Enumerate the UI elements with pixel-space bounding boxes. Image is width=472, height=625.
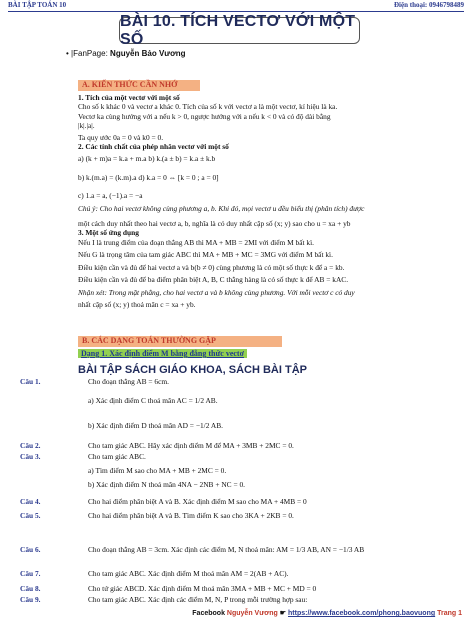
question-text: Cho hai điểm phân biệt A và B. Xác định điểm M sao cho MA + 4MB = 0: [88, 497, 307, 506]
question-3-a: a) Tìm điểm M sao cho MA + MB + 2MC = 0.: [88, 466, 227, 475]
theory-remark: Nhận xét: Trong mặt phẳng, cho hai vectơ a và b không cùng phương. Với mỗi vectơ c có duy: [78, 287, 355, 297]
question-text: Cho tam giác ABC.: [88, 452, 146, 461]
question-label: Câu 6.: [20, 545, 41, 554]
theory-line: Nếu G là trọng tâm của tam giác ABC thì MA + MB + MC = 3MG với điểm M bất kì.: [78, 250, 333, 260]
question-3-b: b) Xác định điểm N thoả mãn 4NA − 2NB + NC = 0.: [88, 480, 246, 489]
question-text: Cho đoạn thẳng AB = 6cm.: [88, 377, 169, 386]
page-header: [8, 1, 464, 12]
footer-prefix: Facebook: [192, 610, 225, 617]
question-1-a: a) Xác định điểm C thoả mãn AC = 1/2 AB.: [88, 396, 218, 405]
page-title: BÀI 10. TÍCH VECTƠ VỚI MỘT SỐ: [119, 17, 360, 44]
theory-line: nhất cặp số (x; y) thoả mãn c = xa + yb.: [78, 299, 196, 309]
footer-link[interactable]: https://www.facebook.com/phong.baovuong: [288, 610, 436, 617]
question-label: Câu 9.: [20, 595, 41, 604]
theory-heading-1: 1. Tích của một vectơ với một số: [78, 93, 180, 102]
theory-line: một cách duy nhất theo hai vectơ a, b, nghĩa là có duy nhất cặp số (x; y) sao cho u = xa + yb: [78, 219, 351, 229]
question-text: Cho tam giác ABC. Xác định các điểm M, N, P trong mỗi trường hợp sau:: [88, 595, 308, 604]
fanpage-name: Nguyễn Bảo Vương: [110, 49, 186, 58]
theory-line: Vectơ ka cùng hướng với a nếu k > 0, ngược hướng với a nếu k < 0 và có độ dài bằng: [78, 111, 331, 121]
theory-line: Nếu I là trung điểm của đoạn thẳng AB thì MA + MB = 2MI với điểm M bất kì.: [78, 237, 314, 247]
exercises-title: BÀI TẬP SÁCH GIÁO KHOA, SÁCH BÀI TẬP: [78, 364, 307, 376]
theory-line: Cho số k khác 0 và vectơ a khác 0. Tích của số k với vectơ a là một vectơ, kí hiệu là ka.: [78, 102, 338, 112]
footer-author: Nguyễn Vương: [226, 610, 278, 617]
question-label: Câu 5.: [20, 511, 41, 520]
theory-block: [78, 93, 462, 309]
theory-line: b) k.(m.a) = (k.m).a d) k.a = 0 ⇔ [k = 0 ; a = 0]: [78, 172, 219, 182]
question-label: Câu 2.: [20, 441, 41, 450]
fanpage-line: • |FanPage: Nguyễn Bảo Vương: [66, 49, 186, 58]
question-label: Câu 8.: [20, 584, 41, 593]
theory-heading-2: 2. Các tính chất của phép nhân vectơ với một số: [78, 142, 229, 152]
theory-line: Điều kiện cần và đủ để hai vectơ a và b(b ≠ 0) cùng phương là có một số thực k để a = kb.: [78, 262, 345, 272]
question-text: Cho tứ giác ABCD. Xác định điểm M thoả mãn 3MA + MB + MC + MD = 0: [88, 584, 317, 593]
type-1-heading: Dạng 1. Xác định điểm M bằng đẳng thức vectơ: [78, 349, 247, 358]
fanpage-label: |FanPage:: [71, 49, 108, 58]
question-text: Cho đoạn thẳng AB = 3cm. Xác định các điểm M, N thoả mãn: AM = 1/3 AB, AN = −1/3 AB: [88, 545, 365, 554]
header-left: BÀI TẬP TOÁN 10: [8, 1, 67, 9]
theory-heading-3: 3. Một số ứng dụng: [78, 228, 139, 238]
theory-line: Điều kiện cần và đủ để ba điểm phân biệt A, B, C thẳng hàng là có số thực k để AB = kAC.: [78, 275, 349, 285]
page-footer: [150, 609, 462, 617]
hand-icon: ☛: [279, 610, 287, 617]
theory-line: Ta quy ước 0a = 0 và k0 = 0.: [78, 132, 164, 142]
section-a-heading: A. KIẾN THỨC CẦN NHỚ: [78, 80, 200, 91]
header-right: Điện thoại: 0946798489: [394, 1, 464, 9]
question-label: Câu 4.: [20, 497, 41, 506]
question-text: Cho hai điểm phân biệt A và B. Tìm điểm K sao cho 3KA + 2KB = 0.: [88, 511, 294, 520]
question-text: Cho tam giác ABC. Xác định điểm M thoả mãn AM = 2(AB + AC).: [88, 569, 289, 578]
theory-line: |k|.|a|.: [78, 121, 95, 131]
question-label: Câu 1.: [20, 377, 41, 386]
theory-line: a) (k + m)a = k.a + m.a b) k.(a ± b) = k.a ± k.b: [78, 154, 216, 164]
footer-page-number: Trang 1: [437, 610, 462, 617]
question-1-b: b) Xác định điểm D thoả mãn AD = −1/2 AB.: [88, 421, 223, 430]
theory-line: c) 1.a = a, (−1).a = −a: [78, 191, 143, 201]
question-label: Câu 7.: [20, 569, 41, 578]
theory-note: Chú ý: Cho hai vectơ không cùng phương a, b. Khi đó, mọi vectơ u đều biểu thị (phân tích) được: [78, 203, 365, 213]
question-text: Cho tam giác ABC. Hãy xác định điểm M để MA + 3MB + 2MC = 0.: [88, 441, 294, 450]
section-b-heading: B. CÁC DẠNG TOÁN THƯỜNG GẶP: [78, 336, 282, 347]
question-label: Câu 3.: [20, 452, 41, 461]
